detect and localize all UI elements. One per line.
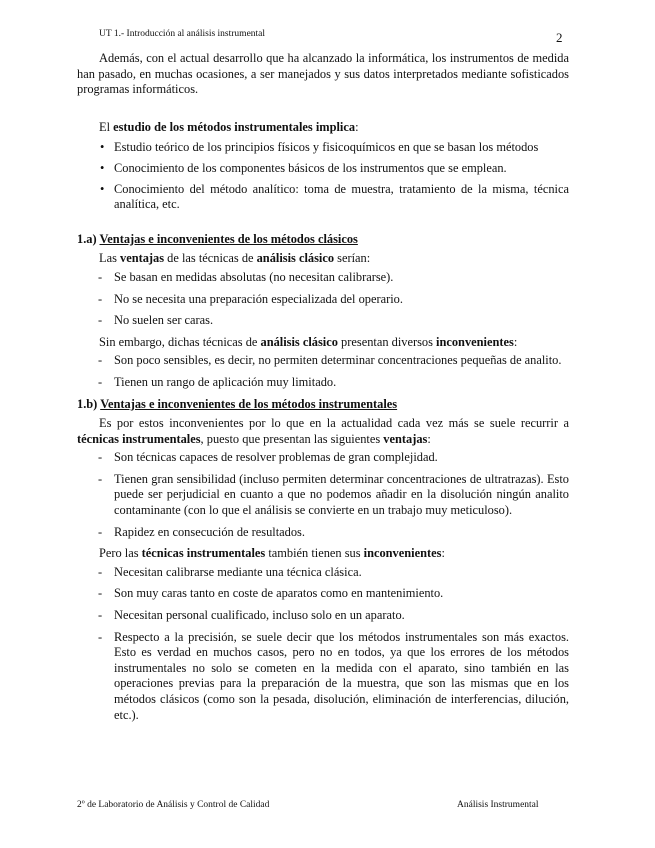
section-b-paragraph: Es por estos inconvenientes por lo que en la actualidad cada vez más se suele recurrir a técnicas instrumentales, puesto que presentan las siguientes ventajas: (77, 416, 569, 446)
intro-paragraph: Además, con el actual desarrollo que ha alcanzado la informática, los instrumentos de medida han pasado, en muchas ocasiones, a ser manejados y sus datos interpretados mediante sofisticados programas informáticos. (77, 51, 569, 97)
section-a-disadvantages-list (77, 353, 569, 390)
running-header: UT 1.- Introducción al análisis instrumental (99, 29, 266, 39)
list-item: • Conocimiento del método analítico: toma de muestra, tratamiento de la misma, técnica analítica, etc. (100, 181, 569, 212)
list-item: - Respecto a la precisión, se suele decir que los métodos instrumentales son más exactos. Esto es verdad en muchos casos, pero no en todos, ya que los errores de los métodos instrumentales no solo se cometen en la medida con el aparato, sino también en las operaciones previas para la preparación de la muestra, que son las mismas que en los métodos clásicos (como son la pesada, disolución, eliminación de interferencias, dilución, etc.). (98, 629, 569, 722)
section-b-disadvantages-lead: Pero las técnicas instrumentales también tienen sus inconvenientes: (99, 546, 445, 561)
bullet-marker: • (100, 160, 105, 175)
list-item: - Tienen un rango de aplicación muy limitado. (98, 374, 337, 389)
list-item: • Conocimiento de los componentes básicos de los instrumentos que se emplean. (100, 160, 507, 175)
list-item: - Se basan en medidas absolutas (no necesitan calibrarse). (98, 269, 394, 284)
section-b-disadvantages-list (77, 565, 569, 723)
list-item: - No se necesita una preparación especializada del operario. (98, 291, 403, 306)
bullet-marker: • (100, 181, 105, 196)
footer-left: 2º de Laboratorio de Análisis y Control de Calidad (77, 800, 270, 810)
section-b-advantages-list (77, 450, 569, 540)
section-a-disadvantages-lead: Sin embargo, dichas técnicas de análisis clásico presentan diversos inconvenientes: (99, 334, 518, 349)
study-list (77, 140, 569, 212)
section-a-heading: 1.a) Ventajas e inconvenientes de los métodos clásicos (77, 231, 358, 246)
list-item: - Rapidez en consecución de resultados. (98, 524, 305, 539)
page-body (77, 50, 569, 729)
section-a-advantages-lead: Las ventajas de las técnicas de análisis clásico serían: (99, 251, 371, 266)
section-b-heading: 1.b) Ventajas e inconvenientes de los métodos instrumentales (77, 396, 398, 411)
page-number: 2 (556, 30, 563, 45)
list-item: - Tienen gran sensibilidad (incluso permiten determinar concentraciones de ultratrazas). Esto puede ser perjudicial en cuanto a que no podemos añadir en la disolución ningún analito contaminante (con lo que el análisis se convierte en un trabajo muy meticuloso). (98, 471, 569, 518)
footer-right: Análisis Instrumental (457, 800, 539, 810)
list-item: • Estudio teórico de los principios físicos y fisicoquímicos en que se basan los métodos (100, 140, 539, 155)
list-item: - No suelen ser caras. (98, 313, 214, 328)
list-item: - Son muy caras tanto en coste de aparatos como en mantenimiento. (98, 586, 444, 601)
list-item: - Son técnicas capaces de resolver problemas de gran complejidad. (98, 450, 438, 465)
list-item: - Son poco sensibles, es decir, no permiten determinar concentraciones pequeñas de analito. (98, 353, 562, 368)
bullet-marker: • (100, 140, 105, 155)
list-item: - Necesitan personal cualificado, incluso solo en un aparato. (98, 608, 405, 623)
section-a-advantages-list (77, 270, 569, 329)
study-lead: El estudio de los métodos instrumentales implica: (99, 119, 359, 134)
list-item: - Necesitan calibrarse mediante una técnica clásica. (98, 564, 362, 579)
